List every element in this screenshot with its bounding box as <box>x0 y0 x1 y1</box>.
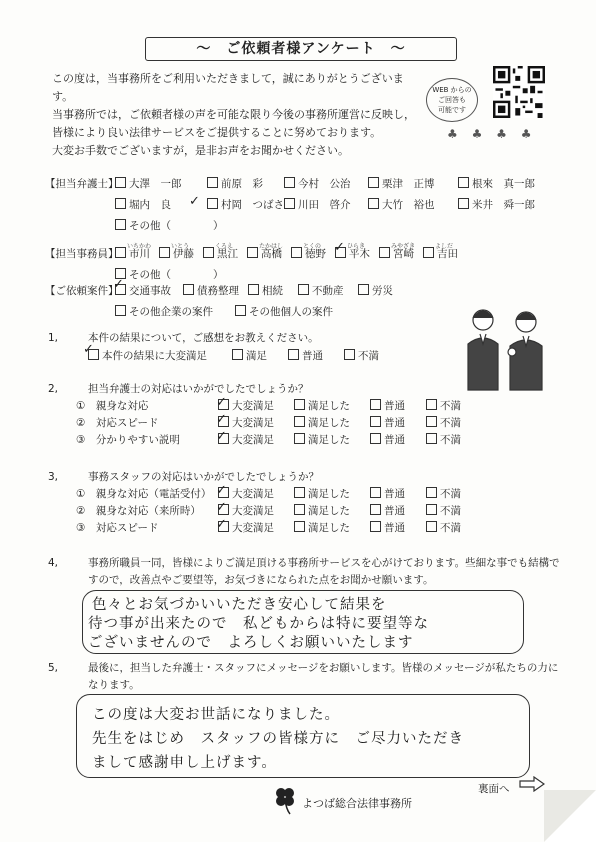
page-title: ～ ご依頼者様アンケート ～ <box>145 37 457 61</box>
handwritten-answer: ございませんので よろしくお願いいたします <box>88 635 414 651</box>
q3-option[interactable]: 普通 <box>370 486 426 503</box>
lawyer-option[interactable]: 堀内 良 <box>115 197 207 214</box>
q3-option[interactable]: 大変満足 <box>218 520 294 537</box>
staff-label: 【担当事務員】 <box>45 248 119 260</box>
q3-option[interactable]: 満足した <box>294 486 370 503</box>
q2-option[interactable]: 普通 <box>370 415 426 432</box>
lawyer-label: 【担当弁護士】 <box>45 178 119 190</box>
question-4 <box>48 555 560 589</box>
staff-option[interactable]: とくの 徳野 <box>291 246 335 263</box>
question-number: 3, <box>48 471 59 483</box>
firm-name: よつば総合法律事務所 <box>302 797 412 810</box>
lawyer-option[interactable]: 川田 啓介 <box>284 197 368 214</box>
handwritten-answer: 色々とお気づかいいただき安心して結果を <box>92 597 387 613</box>
case-option[interactable]: 相続 <box>248 283 298 300</box>
staff-section <box>45 243 458 284</box>
case-label: 【ご依頼案件】 <box>45 285 119 297</box>
q3-item: ① 親身な対応（電話受付） <box>76 488 212 500</box>
q3-option[interactable]: 普通 <box>370 503 426 520</box>
question-text: 事務所職員一同，皆様によりご満足頂ける事務所サービスを心がけております。些細な事でも結構で <box>88 557 560 569</box>
question-5 <box>48 660 558 694</box>
checkmark-icon: ✓ <box>216 395 227 410</box>
case-option[interactable]: 労災 <box>358 283 393 300</box>
lawyer-option[interactable]: 大竹 裕也 <box>368 197 458 214</box>
staff-option[interactable]: よしだ 吉田 <box>423 246 458 263</box>
q2-option[interactable]: 大変満足 <box>218 432 294 449</box>
lawyer-option-other[interactable]: その他（ ） <box>115 218 224 235</box>
lawyer-option[interactable]: 大澤 一郎 <box>115 176 207 193</box>
question-number: 2, <box>48 383 59 395</box>
checkmark-icon: ✓ <box>189 194 200 209</box>
handwritten-answer: この度は大変お世話になりました。 <box>92 707 340 723</box>
q2-option[interactable]: 満足した <box>294 415 370 432</box>
q1-option[interactable]: 満足 <box>232 348 288 365</box>
q2-option[interactable]: 不満 <box>426 415 461 432</box>
staff-illustration-icon <box>458 300 554 396</box>
staff-option[interactable]: みやざき 宮崎 <box>379 246 423 263</box>
q2-item: ① 親身な対応 <box>76 400 149 412</box>
question-text: 本件の結果について，ご感想をお教えください。 <box>88 332 319 344</box>
q3-option[interactable]: 満足した <box>294 503 370 520</box>
q2-item: ③ 分かりやすい説明 <box>76 434 180 446</box>
question-text: 担当弁護士の対応はいかがでしたでしょうか？ <box>88 383 309 395</box>
question-1 <box>48 330 379 365</box>
question-text: すので，改善点やご要望等，お気づきになられた点をお聞かせ願います。 <box>88 574 434 586</box>
web-answer-bubble <box>426 78 478 122</box>
question-2 <box>48 381 461 449</box>
lawyer-option[interactable]: 根來 真一郎 <box>458 176 535 193</box>
staff-option[interactable]: たかはし 高橋 <box>247 246 291 263</box>
question-text: 最後に，担当した弁護士・スタッフにメッセージをお願いします。皆様のメッセージが私たちの力に <box>88 662 559 674</box>
q3-option[interactable]: 大変満足 <box>218 486 294 503</box>
checkmark-icon: ✓ <box>83 342 94 357</box>
lawyer-option[interactable]: 前原 彩 <box>207 176 284 193</box>
q2-option[interactable]: 普通 <box>370 398 426 415</box>
question-number: 5, <box>48 662 59 674</box>
lawyer-option[interactable]: 米井 舜一郎 <box>458 197 535 214</box>
checkmark-icon: ✓ <box>334 240 345 255</box>
qr-code-icon[interactable] <box>493 66 545 118</box>
q2-option[interactable]: 大変満足 <box>218 398 294 415</box>
staff-option[interactable]: いとう 伊藤 <box>159 246 203 263</box>
lawyer-option[interactable]: 村岡 つばさ <box>207 197 284 214</box>
arrow-right-icon <box>519 776 545 792</box>
q3-option[interactable]: 大変満足 <box>218 503 294 520</box>
q2-item: ② 対応スピード <box>76 417 159 429</box>
q2-option[interactable]: 不満 <box>426 432 461 449</box>
question-number: 1, <box>48 332 59 344</box>
handwritten-answer: まして感謝申し上げます。 <box>92 755 277 771</box>
q1-option[interactable]: 普通 <box>288 348 344 365</box>
q3-option[interactable]: 不満 <box>426 503 461 520</box>
q1-option[interactable]: 本件の結果に大変満足 <box>88 348 232 365</box>
q2-option[interactable]: 大変満足 <box>218 415 294 432</box>
q2-option[interactable]: 不満 <box>426 398 461 415</box>
question-number: 4, <box>48 557 59 569</box>
intro-line: 当事務所では，ご依頼者様の声を可能な限り今後の事務所運営に反映し， <box>52 108 415 121</box>
q2-option[interactable]: 満足した <box>294 432 370 449</box>
checkmark-icon: ✓ <box>113 277 124 292</box>
page-corner-fold <box>544 790 596 842</box>
case-option[interactable]: 債務整理 <box>183 283 248 300</box>
q3-option[interactable]: 満足した <box>294 520 370 537</box>
bubble-line: WEB からの <box>432 86 472 94</box>
q3-option[interactable]: 不満 <box>426 520 461 537</box>
bubble-line: 可能です <box>438 106 466 114</box>
intro-line: 皆様により良い法律サービスをご提供することに努めております。 <box>52 126 382 139</box>
case-option[interactable]: その他個人の案件 <box>235 304 333 321</box>
q1-option[interactable]: 不満 <box>344 348 379 365</box>
checkmark-icon: ✓ <box>216 517 227 532</box>
back-page-label: 裏面へ <box>478 783 510 795</box>
question-text: 事務スタッフの対応はいかがでしたでしょうか？ <box>88 471 319 483</box>
staff-option-other[interactable]: その他（ ） <box>115 267 224 284</box>
staff-option[interactable]: いちかわ 市川 <box>115 246 159 263</box>
checkmark-icon: ✓ <box>216 429 227 444</box>
case-option[interactable]: その他企業の案件 <box>115 304 235 321</box>
lawyer-option[interactable]: 今村 公治 <box>284 176 368 193</box>
handwritten-answer: 先生をはじめ スタッフの皆様方に ご尽力いただき <box>92 731 464 747</box>
intro-text <box>52 70 422 160</box>
q3-item: ② 親身な対応（来所時） <box>76 505 201 517</box>
intro-line: 大変お手数でございますが，是非お声をお聞かせください。 <box>52 144 349 157</box>
intro-line: この度は，当事務所をご利用いただきまして，誠にありがとうございます。 <box>52 72 404 103</box>
bubble-line: ご回答も <box>438 96 466 104</box>
handwritten-answer: 待つ事が出来たので 私どもからは特に要望等な <box>88 616 429 632</box>
checkmark-icon: ✓ <box>216 500 227 515</box>
q2-option[interactable]: 満足した <box>294 398 370 415</box>
checkmark-icon: ✓ <box>216 483 227 498</box>
question-3 <box>48 469 461 537</box>
clover-decoration-icon: ♣ ♣ ♣ ♣ <box>447 127 537 141</box>
question-text: なります。 <box>88 679 140 691</box>
case-option[interactable]: 交通事故 <box>115 283 183 300</box>
case-option[interactable]: 不動産 <box>298 283 358 300</box>
q2-option[interactable]: 普通 <box>370 432 426 449</box>
staff-option[interactable]: ひらき 平木 <box>335 246 379 263</box>
q3-option[interactable]: 不満 <box>426 486 461 503</box>
q3-item: ③ 対応スピード <box>76 522 159 534</box>
checkmark-icon: ✓ <box>216 412 227 427</box>
lawyer-section <box>45 176 535 235</box>
lawyer-option[interactable]: 栗津 正博 <box>368 176 458 193</box>
case-section <box>45 283 393 321</box>
staff-option[interactable]: くろえ 黒江 <box>203 246 247 263</box>
q3-option[interactable]: 普通 <box>370 520 426 537</box>
clover-logo-icon <box>272 785 298 815</box>
